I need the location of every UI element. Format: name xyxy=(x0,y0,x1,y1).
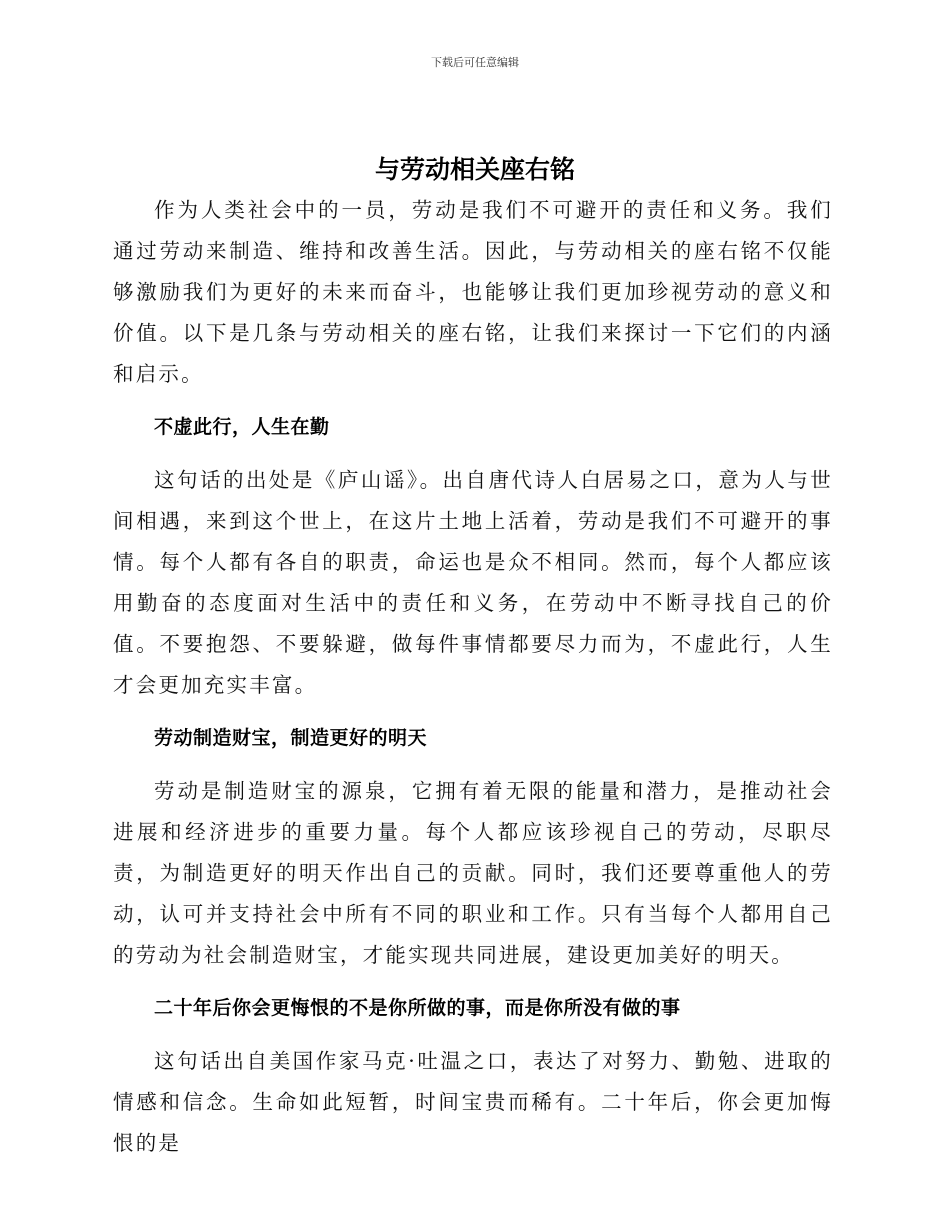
intro-paragraph: 作为人类社会中的一员，劳动是我们不可避开的责任和义务。我们通过劳动来制造、维持和改善生活。因此，与劳动相关的座右铭不仅能够激励我们为更好的未来而奋斗，也能够让我们更加珍视劳动的意义和价值。以下是几条与劳动相关的座右铭，让我们来探讨一下它们的内涵和启示。 xyxy=(113,198,833,386)
section-paragraph: 劳动是制造财宝的源泉，它拥有着无限的能量和潜力，是推动社会进展和经济进步的重要力量。每个人都应该珍视自己的劳动，尽职尽责，为制造更好的明天作出自己的贡献。同时，我们还要尊重他人的劳动，认可并支持社会中所有不同的职业和工作。只有当每个人都用自己的劳动为社会制造财宝，才能实现共同进展，建设更加美好的明天。 xyxy=(113,779,833,967)
section-heading: 二十年后你会更悔恨的不是你所做的事，而是你所没有做的事 xyxy=(154,997,681,1019)
section-paragraph: 这句话的出处是《庐山谣》。出自唐代诗人白居易之口，意为人与世间相遇，来到这个世上，在这片土地上活着，劳动是我们不可避开的事情。每个人都有各自的职责，命运也是众不相同。然而，每个人都应该用勤奋的态度面对生活中的责任和义务，在劳动中不断寻找自己的价值。不要抱怨、不要躲避，做每件事情都要尽力而为，不虚此行，人生才会更加充实丰富。 xyxy=(113,468,833,697)
section-heading: 劳动制造财宝，制造更好的明天 xyxy=(154,727,428,749)
section-heading: 不虚此行，人生在勤 xyxy=(154,416,330,438)
document-body xyxy=(113,190,833,1164)
section-paragraph: 这句话出自美国作家马克·吐温之口，表达了对努力、勤勉、进取的情感和信念。生命如此短暂，时间宝贵而稀有。二十年后，你会更加悔恨的是 xyxy=(113,1049,833,1155)
header-note: 下载后可任意编辑 xyxy=(431,56,519,69)
document-title: 与劳动相关座右铭 xyxy=(374,155,575,184)
